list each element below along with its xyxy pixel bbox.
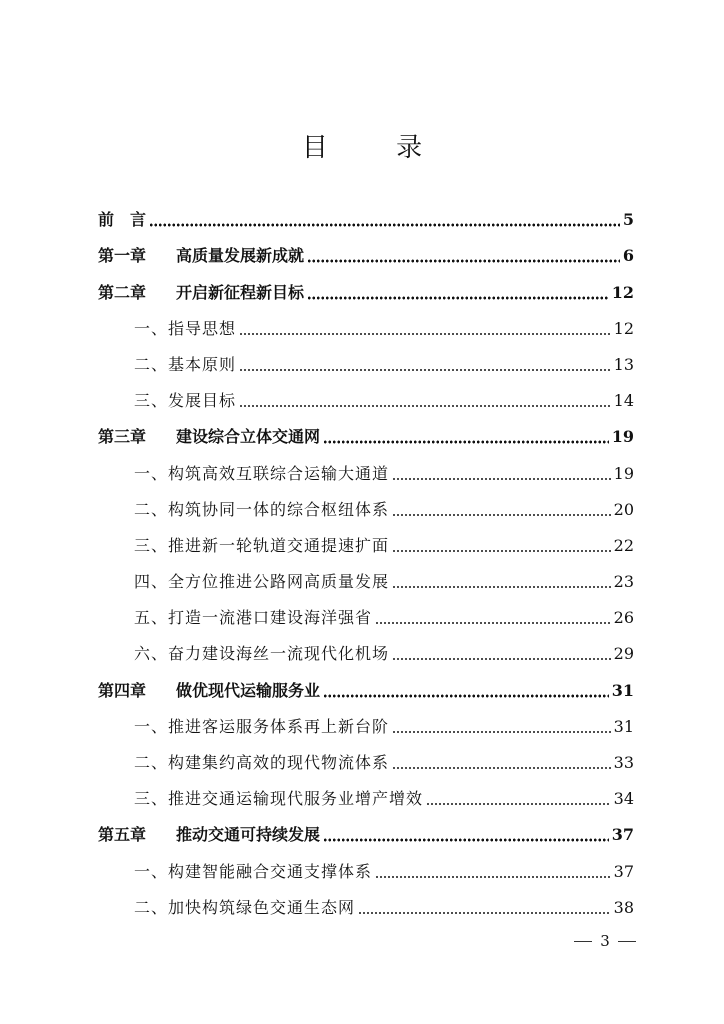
toc-entry-number: 第一章: [98, 246, 147, 266]
dot-leader: [149, 223, 620, 227]
toc-entry-page: 37: [611, 825, 634, 845]
toc-section-entry[interactable]: [98, 490, 634, 526]
dot-leader: [392, 766, 611, 770]
dot-leader: [392, 585, 611, 589]
toc-entry-number: 六、: [134, 644, 169, 664]
table-of-contents: [98, 200, 634, 924]
toc-entry-title: 推动交通可持续发展: [176, 825, 321, 845]
dot-leader: [392, 513, 611, 517]
toc-entry-title: 构筑协同一体的综合枢纽体系: [168, 499, 390, 519]
toc-section-entry[interactable]: [98, 345, 634, 381]
toc-entry-title: 基本原则: [168, 354, 237, 374]
toc-entry-number: 第四章: [98, 680, 147, 700]
toc-entry-title: 构建集约高效的现代物流体系: [168, 753, 390, 772]
toc-entry-page: 26: [613, 608, 634, 628]
toc-entry-title: 加快构筑绿色交通生态网: [168, 897, 356, 917]
footer-page-number: 3: [600, 932, 610, 950]
toc-entry-number: 一、: [134, 318, 169, 338]
dot-leader: [323, 838, 609, 842]
toc-entry-title: 做优现代运输服务业: [176, 680, 321, 700]
toc-title: 目 录: [301, 133, 453, 163]
toc-entry-page: 38: [613, 897, 634, 917]
toc-entry-page: 14: [613, 391, 634, 411]
dot-leader: [426, 802, 611, 806]
toc-section-entry[interactable]: [98, 453, 634, 489]
toc-section-entry[interactable]: [98, 526, 634, 562]
dot-leader: [239, 404, 611, 408]
toc-entry-number: 二、: [134, 897, 169, 917]
toc-entry-title: 开启新征程新目标: [176, 282, 305, 302]
toc-entry-title: 推进客运服务体系再上新台阶: [168, 716, 390, 736]
toc-entry-number: 二、: [134, 499, 169, 519]
dot-leader: [307, 259, 620, 263]
toc-chapter-entry[interactable]: [98, 272, 634, 308]
toc-chapter-entry[interactable]: [98, 200, 634, 236]
toc-entry-number: 一、: [134, 716, 169, 736]
toc-entry-title: 推进交通运输现代服务业增产增效: [168, 789, 424, 809]
toc-entry-number: 一、: [134, 463, 169, 483]
toc-entry-number: 前 言: [98, 210, 147, 230]
page-footer: [560, 932, 650, 950]
toc-entry-title: 高质量发展新成就: [176, 246, 305, 266]
toc-entry-number: 五、: [134, 608, 169, 628]
toc-entry-page: 29: [613, 644, 634, 664]
toc-entry-number: 二、: [134, 753, 169, 772]
toc-chapter-entry[interactable]: [98, 670, 634, 706]
dot-leader: [323, 694, 609, 698]
toc-entry-page: 31: [613, 716, 634, 736]
toc-entry-title: 构筑高效互联综合运输大通道: [168, 463, 390, 483]
toc-entry-page: 12: [611, 282, 634, 302]
toc-entry-page: 37: [613, 861, 634, 881]
toc-chapter-entry[interactable]: [98, 417, 634, 453]
toc-entry-number: 第五章: [98, 825, 147, 845]
toc-entry-page: 23: [613, 572, 634, 592]
toc-entry-title: 全方位推进公路网高质量发展: [168, 572, 390, 592]
toc-section-entry[interactable]: [98, 779, 634, 815]
dot-leader: [392, 477, 611, 481]
toc-section-entry[interactable]: [98, 381, 634, 417]
toc-section-entry[interactable]: [98, 851, 634, 887]
toc-entry-page: 12: [613, 318, 634, 338]
toc-entry-page: 6: [622, 246, 634, 266]
toc-entry-number: 三、: [134, 535, 169, 555]
dot-leader: [375, 875, 611, 879]
toc-section-entry[interactable]: [98, 309, 634, 345]
toc-entry-number: 一、: [134, 861, 169, 881]
toc-entry-number: 第三章: [98, 427, 147, 447]
toc-section-entry[interactable]: [98, 888, 634, 924]
dot-leader: [239, 332, 611, 336]
toc-chapter-entry[interactable]: [98, 236, 634, 272]
toc-section-entry[interactable]: [98, 562, 634, 598]
dot-leader: [392, 549, 611, 553]
toc-entry-number: 第二章: [98, 282, 147, 302]
toc-chapter-entry[interactable]: [98, 815, 634, 851]
toc-entry-title: 奋力建设海丝一流现代化机场: [168, 644, 390, 664]
footer-dash-right: [618, 941, 636, 942]
toc-entry-title: 推进新一轮轨道交通提速扩面: [168, 535, 390, 555]
toc-entry-number: 四、: [134, 572, 169, 592]
toc-section-entry[interactable]: [98, 598, 634, 634]
toc-entry-page: 19: [613, 463, 634, 483]
dot-leader: [358, 911, 611, 915]
toc-entry-page: 13: [613, 354, 634, 374]
toc-entry-page: 34: [613, 789, 634, 809]
toc-entry-title: 指导思想: [168, 318, 237, 338]
toc-entry-number: 二、: [134, 354, 169, 374]
dot-leader: [307, 296, 609, 300]
toc-entry-page: 20: [613, 499, 634, 519]
dot-leader: [375, 621, 611, 625]
toc-entry-page: 31: [611, 680, 634, 700]
toc-entry-page: 22: [613, 535, 634, 555]
dot-leader: [392, 657, 611, 661]
toc-entry-title: 打造一流港口建设海洋强省: [168, 608, 373, 628]
toc-entry-number: 三、: [134, 789, 169, 809]
toc-entry-title: 建设综合立体交通网: [176, 427, 321, 447]
toc-entry-page: 33: [613, 753, 634, 772]
dot-leader: [392, 730, 611, 734]
toc-section-entry[interactable]: [98, 634, 634, 670]
toc-section-entry[interactable]: [98, 707, 634, 743]
toc-section-entry[interactable]: [98, 743, 634, 779]
dot-leader: [323, 440, 609, 444]
toc-entry-page: 19: [611, 427, 634, 447]
toc-entry-number: 三、: [134, 391, 169, 411]
toc-entry-title: 构建智能融合交通支撑体系: [168, 861, 373, 881]
footer-dash-left: [574, 941, 592, 942]
dot-leader: [239, 368, 611, 372]
toc-entry-title: 发展目标: [168, 391, 237, 411]
toc-entry-page: 5: [622, 210, 634, 230]
